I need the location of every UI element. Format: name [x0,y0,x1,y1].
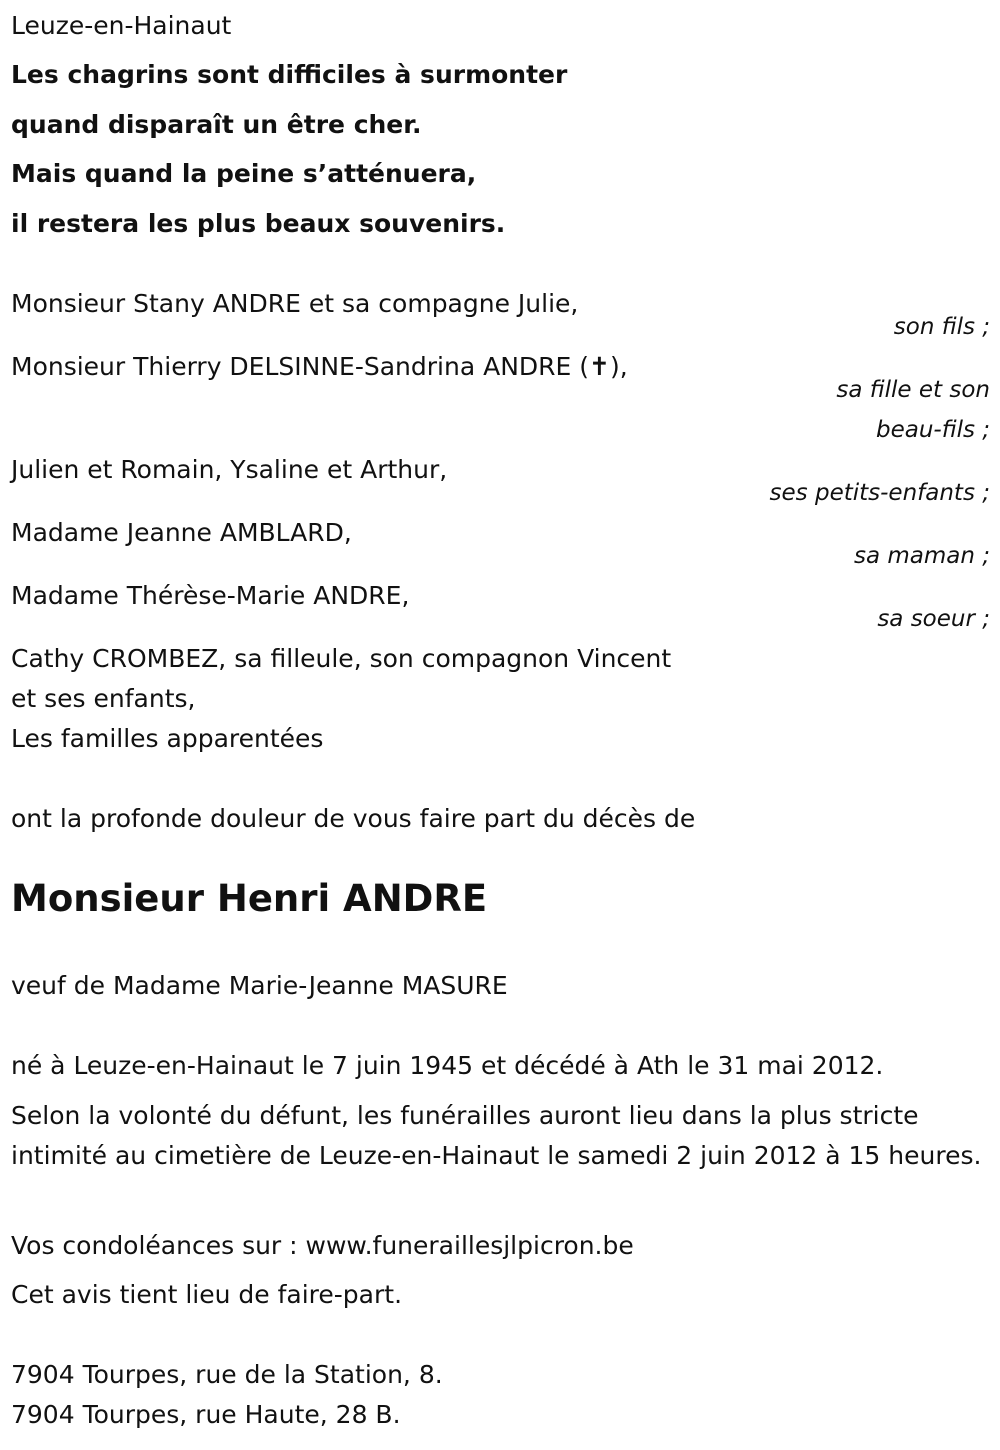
notice-text: Cet avis tient lieu de faire-part. [11,1280,403,1309]
town-name: Leuze-en-Hainaut [11,11,232,40]
family-member-relation: son fils ; [893,314,990,340]
announcement-text: ont la profonde douleur de vous faire part du décès de [11,804,696,833]
poem-line: Les chagrins sont difficiles à surmonter [11,60,568,89]
family-member-name: Madame Jeanne AMBLARD, [11,518,352,547]
poem-line: Mais quand la peine s’atténuera, [11,159,477,188]
condolences-link-text: Vos condoléances sur : www.funeraillesjlpicron.be [11,1231,634,1260]
family-member-name: Monsieur Thierry DELSINNE-Sandrina ANDRE (✝), [11,352,628,381]
spouse-text: veuf de Madame Marie-Jeanne MASURE [11,971,508,1000]
other-family-line: Cathy CROMBEZ, sa filleule, son compagnon Vincent [11,644,672,673]
family-member-name: Julien et Romain, Ysaline et Arthur, [11,455,448,484]
address-line: 7904 Tourpes, rue Haute, 28 B. [11,1400,401,1429]
birth-death-text: né à Leuze-en-Hainaut le 7 juin 1945 et décédé à Ath le 31 mai 2012. [11,1051,884,1080]
other-family-line: Les familles apparentées [11,724,324,753]
family-member-relation: sa maman ; [853,543,990,569]
other-family-line: et ses enfants, [11,684,196,713]
family-member-name: Monsieur Stany ANDRE et sa compagne Julie, [11,289,579,318]
poem-line: quand disparaît un être cher. [11,110,422,139]
deceased-name: Monsieur Henri ANDRE [11,877,488,920]
funeral-details: Selon la volonté du défunt, les funérailles auront lieu dans la plus stricte intimité au cimetière de Leuze-en-Hainaut le samedi 2 juin 2012 à 15 heures. [11,1101,982,1170]
family-member-relation: beau-fils ; [875,417,990,443]
family-member-relation: sa fille et son [836,377,990,403]
family-member-name: Madame Thérèse-Marie ANDRE, [11,581,410,610]
address-line: 7904 Tourpes, rue de la Station, 8. [11,1360,443,1389]
family-member-relation: ses petits-enfants ; [769,480,990,506]
poem-line: il restera les plus beaux souvenirs. [11,209,506,238]
family-member-relation: sa soeur ; [877,606,990,632]
